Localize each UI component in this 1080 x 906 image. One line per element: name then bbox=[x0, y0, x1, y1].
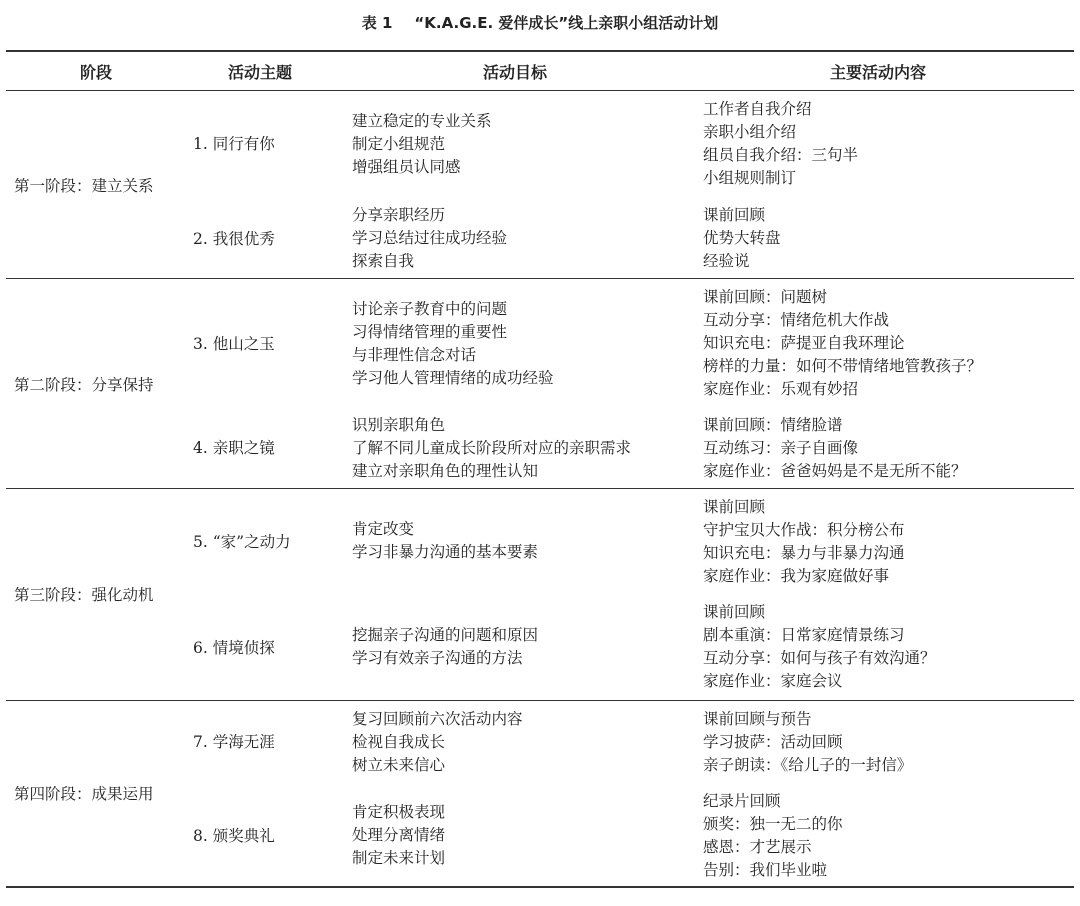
session-goals: 分享亲职经历 学习总结过往成功经验 探索自我 bbox=[352, 206, 508, 270]
stage-name: 第一阶段：建立关系 bbox=[14, 177, 154, 195]
session-theme: 2. 我很优秀 bbox=[193, 230, 275, 248]
session-content: 课前回顾 剧本重演：日常家庭情景练习 互动分享：如何与孩子有效沟通？ 家庭作业：家庭会议 bbox=[703, 603, 936, 690]
session-goals: 讨论亲子教育中的问题 习得情绪管理的重要性 与非理性信念对话 学习他人管理情绪的成功经验 bbox=[352, 300, 554, 387]
session-content: 课前回顾 守护宝贝大作战：积分榜公布 知识充电：暴力与非暴力沟通 家庭作业：我为家庭做好事 bbox=[703, 498, 905, 585]
session-goals: 肯定改变 学习非暴力沟通的基本要素 bbox=[352, 520, 539, 561]
stage-divider bbox=[6, 700, 1074, 701]
session-theme: 6. 情境侦探 bbox=[193, 639, 275, 657]
table-title: “K.A.G.E. 爱伴成长”线上亲职小组活动计划 bbox=[414, 14, 719, 32]
session-content: 课前回顾：情绪脸谱 互动练习：亲子自画像 家庭作业：爸爸妈妈是不是无所不能？ bbox=[703, 416, 967, 480]
session-goals: 肯定积极表现 处理分离情绪 制定未来计划 bbox=[352, 803, 446, 867]
header-content: 主要活动内容 bbox=[830, 63, 927, 82]
stage-name: 第三阶段：强化动机 bbox=[14, 586, 154, 604]
session-goals: 复习回顾前六次活动内容 检视自我成长 树立未来信心 bbox=[352, 710, 523, 774]
table-number: 表 1 bbox=[361, 14, 393, 32]
session-theme: 4. 亲职之镜 bbox=[193, 439, 275, 457]
session-content: 纪录片回顾 颁奖：独一无二的你 感恩：才艺展示 告别：我们毕业啦 bbox=[703, 792, 843, 879]
session-theme: 7. 学海无涯 bbox=[193, 733, 275, 751]
session-theme: 5. “家”之动力 bbox=[193, 533, 291, 551]
top-rule bbox=[6, 50, 1074, 52]
stage-name: 第二阶段：分享保持 bbox=[14, 376, 154, 394]
header-theme: 活动主题 bbox=[228, 63, 293, 82]
stage-name: 第四阶段：成果运用 bbox=[14, 785, 154, 803]
session-goals: 挖掘亲子沟通的问题和原因 学习有效亲子沟通的方法 bbox=[352, 626, 539, 667]
stage-divider bbox=[6, 278, 1074, 279]
header-stage: 阶段 bbox=[80, 63, 113, 82]
bottom-rule bbox=[6, 886, 1074, 888]
session-goals: 识别亲职角色 了解不同儿童成长阶段所对应的亲职需求 建立对亲职角色的理性认知 bbox=[352, 416, 632, 480]
table-caption bbox=[0, 12, 1080, 33]
session-theme: 8. 颁奖典礼 bbox=[193, 827, 275, 845]
header-rule bbox=[6, 90, 1074, 91]
session-content: 课前回顾：问题树 互动分享：情绪危机大作战 知识充电：萨提亚自我环理论 榜样的力量：如何不带情绪地管教孩子？ 家庭作业：乐观有妙招 bbox=[703, 288, 983, 398]
session-content: 课前回顾与预告 学习披萨：活动回顾 亲子朗读：《给儿子的一封信》 bbox=[703, 710, 913, 774]
session-theme: 1. 同行有你 bbox=[193, 135, 275, 153]
session-theme: 3. 他山之玉 bbox=[193, 335, 275, 353]
header-goal: 活动目标 bbox=[483, 63, 548, 82]
session-content: 课前回顾 优势大转盘 经验说 bbox=[703, 206, 781, 270]
session-goals: 建立稳定的专业关系 制定小组规范 增强组员认同感 bbox=[352, 112, 492, 176]
stage-divider bbox=[6, 488, 1074, 489]
session-content: 工作者自我介绍 亲职小组介绍 组员自我介绍：三句半 小组规则制订 bbox=[703, 100, 859, 187]
